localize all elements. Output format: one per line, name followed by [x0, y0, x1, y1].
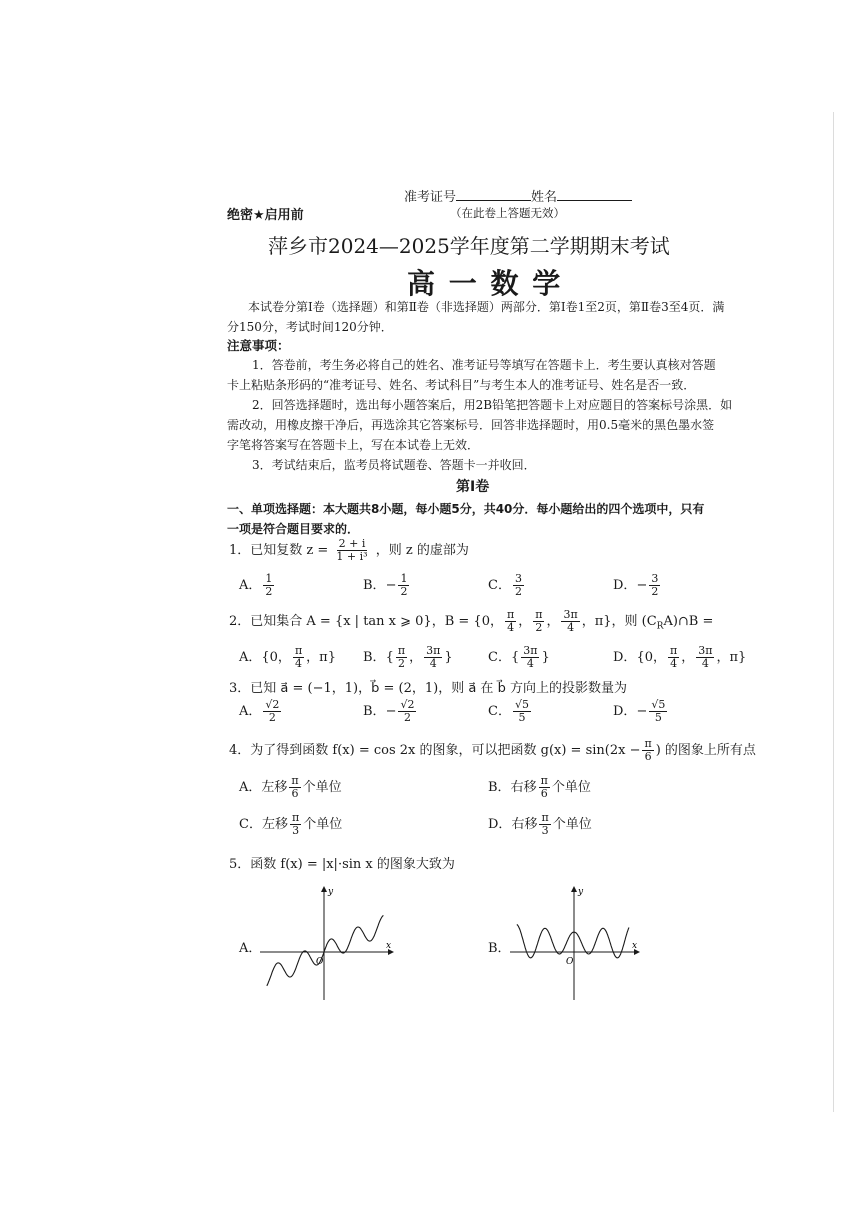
q5-b-origin: O: [566, 957, 574, 967]
note-3: 3．考试结束后，监考员将试题卷、答题卡一并收回．: [252, 458, 536, 472]
note-2-line-3: 字笔将答案写在答题卡上，写在本试卷上无效．: [227, 438, 480, 452]
note-2-line-2: 需改动，用橡皮擦干净后，再选涂其它答案标号．回答非选择题时，用0.5毫米的黑色墨水签: [227, 418, 715, 432]
q5-option-b-label[interactable]: B．: [488, 941, 511, 956]
intro-line-1: 本试卷分第Ⅰ卷（选择题）和第Ⅱ卷（非选择题）两部分．第Ⅰ卷1至2页，第Ⅱ卷3至4页．满: [248, 300, 725, 314]
q2-option-c[interactable]: C．{ $\frac{3\pi}{4}$ }: [488, 644, 550, 670]
note-1-line-1: 1．答卷前，考生务必将自己的姓名、准考证号等填写在答题卡上．考生要认真核对答题: [252, 358, 716, 372]
q5-a-x-label: x: [386, 941, 392, 951]
secret-mark: 绝密★启用前: [227, 208, 304, 223]
q2-stem: 2．已知集合 A = {x | tan x ⩾ 0}，B = {0， $\frac{\pi}{4}$ ， $\frac{\pi}{2}$ ， $\frac{3\pi}{4}$ ，π}，则 $(C_RA)\cap B$ =: [229, 608, 714, 634]
q2-option-a[interactable]: A．{0， $\frac{\pi}{4}$ ，π}: [239, 644, 336, 670]
q5-b-curve: [517, 925, 629, 958]
q3-option-a[interactable]: A． $\frac{√2}{2}$: [239, 698, 280, 724]
q3-option-b[interactable]: B．− $\frac{√2}{2}$: [363, 698, 415, 724]
q5-a-origin: O: [316, 957, 324, 967]
q1-option-b[interactable]: B．− $\frac{1}{2}$: [363, 572, 408, 598]
section-heading-line-2: 一项是符合题目要求的．: [227, 522, 360, 536]
q4-option-a[interactable]: A．左移 $\frac{\pi}{6}$ 个单位: [239, 774, 342, 800]
name-label: 姓名: [531, 190, 558, 205]
notes-heading: 注意事项：: [227, 338, 290, 353]
intro-line-2: 分150分，考试时间120分钟．: [227, 320, 393, 334]
q2-option-d[interactable]: D．{0， $\frac{\pi}{4}$ ， $\frac{3\pi}{4}$ ，π}: [613, 644, 747, 670]
q5-b-y-arrow: [571, 886, 577, 892]
q3-stem: 3．已知 a⃗ = (−1，1)，b⃗ = (2，1)，则 a⃗ 在 b⃗ 方向上的投影数量为: [229, 681, 627, 696]
q5-b-y-label: y: [578, 887, 584, 897]
q1-option-a[interactable]: A． $\frac{1}{2}$: [239, 572, 273, 598]
exam-title: 萍乡市2024—2025学年度第二学期期末考试: [268, 234, 670, 258]
page-edge-line: [833, 112, 834, 1112]
q4-option-b[interactable]: B．右移 $\frac{\pi}{6}$ 个单位: [488, 774, 591, 800]
q2-option-b[interactable]: B．{ $\frac{\pi}{2}$ ， $\frac{3\pi}{4}$ }: [363, 644, 453, 670]
q1-stem: [229, 538, 469, 563]
id-label: 准考证号: [404, 190, 457, 205]
id-blank: [456, 189, 531, 201]
subject-title: 高 一 数 学: [407, 267, 563, 300]
note-1-line-2: 卡上粘贴条形码的“准考证号、姓名、考试科目”与考生本人的准考证号、姓名是否一致．: [227, 378, 696, 392]
q5-option-a-label[interactable]: A．: [239, 941, 262, 956]
q5-stem: 5．函数 f(x) = |x|·sin x 的图象大致为: [229, 857, 455, 872]
q5-graph-a[interactable]: [258, 884, 398, 1002]
section-heading-line-1: 一、单项选择题：本大题共8小题，每小题5分，共40分．每小题给出的四个选项中，只有: [227, 502, 705, 516]
q5-a-y-arrow: [321, 886, 327, 892]
q4-stem: 4．为了得到函数 f(x) = cos 2x 的图象，可以把函数 g(x) = sin(2x − $\frac{\pi}{6}$ ) 的图象上所有点: [229, 737, 756, 763]
q1-stem-pre: 1．已知复数 z =: [229, 543, 329, 558]
q5-a-y-label: y: [328, 887, 334, 897]
q1-stem-post: ，则 z 的虚部为: [375, 543, 469, 558]
note-2-line-1: 2．回答选择题时，选出每小题答案后，用2B铅笔把答题卡上对应题目的答案标号涂黑．如: [252, 398, 733, 412]
part1-title: 第Ⅰ卷: [456, 479, 490, 495]
q4-option-c[interactable]: C．左移 $\frac{\pi}{3}$ 个单位: [239, 811, 343, 837]
q3-option-c[interactable]: C． $\frac{√5}{5}$: [488, 698, 529, 724]
q5-b-x-label: x: [632, 941, 638, 951]
q1-option-d[interactable]: D．− $\frac{3}{2}$: [613, 572, 659, 598]
q3-option-d[interactable]: D．− $\frac{√5}{5}$: [613, 698, 666, 724]
q1-option-c[interactable]: C． $\frac{3}{2}$: [488, 572, 522, 598]
q5-graph-b[interactable]: [508, 884, 648, 1002]
q4-option-d[interactable]: D．右移 $\frac{\pi}{3}$ 个单位: [488, 811, 592, 837]
q5-a-curve: [267, 915, 384, 985]
invalid-note: （在此卷上答题无效）: [450, 206, 565, 220]
q1-fraction: $\frac{2 + i}{\text{1 + i³}}$: [336, 537, 368, 563]
name-blank: [557, 189, 632, 201]
candidate-info-line: [404, 186, 632, 205]
